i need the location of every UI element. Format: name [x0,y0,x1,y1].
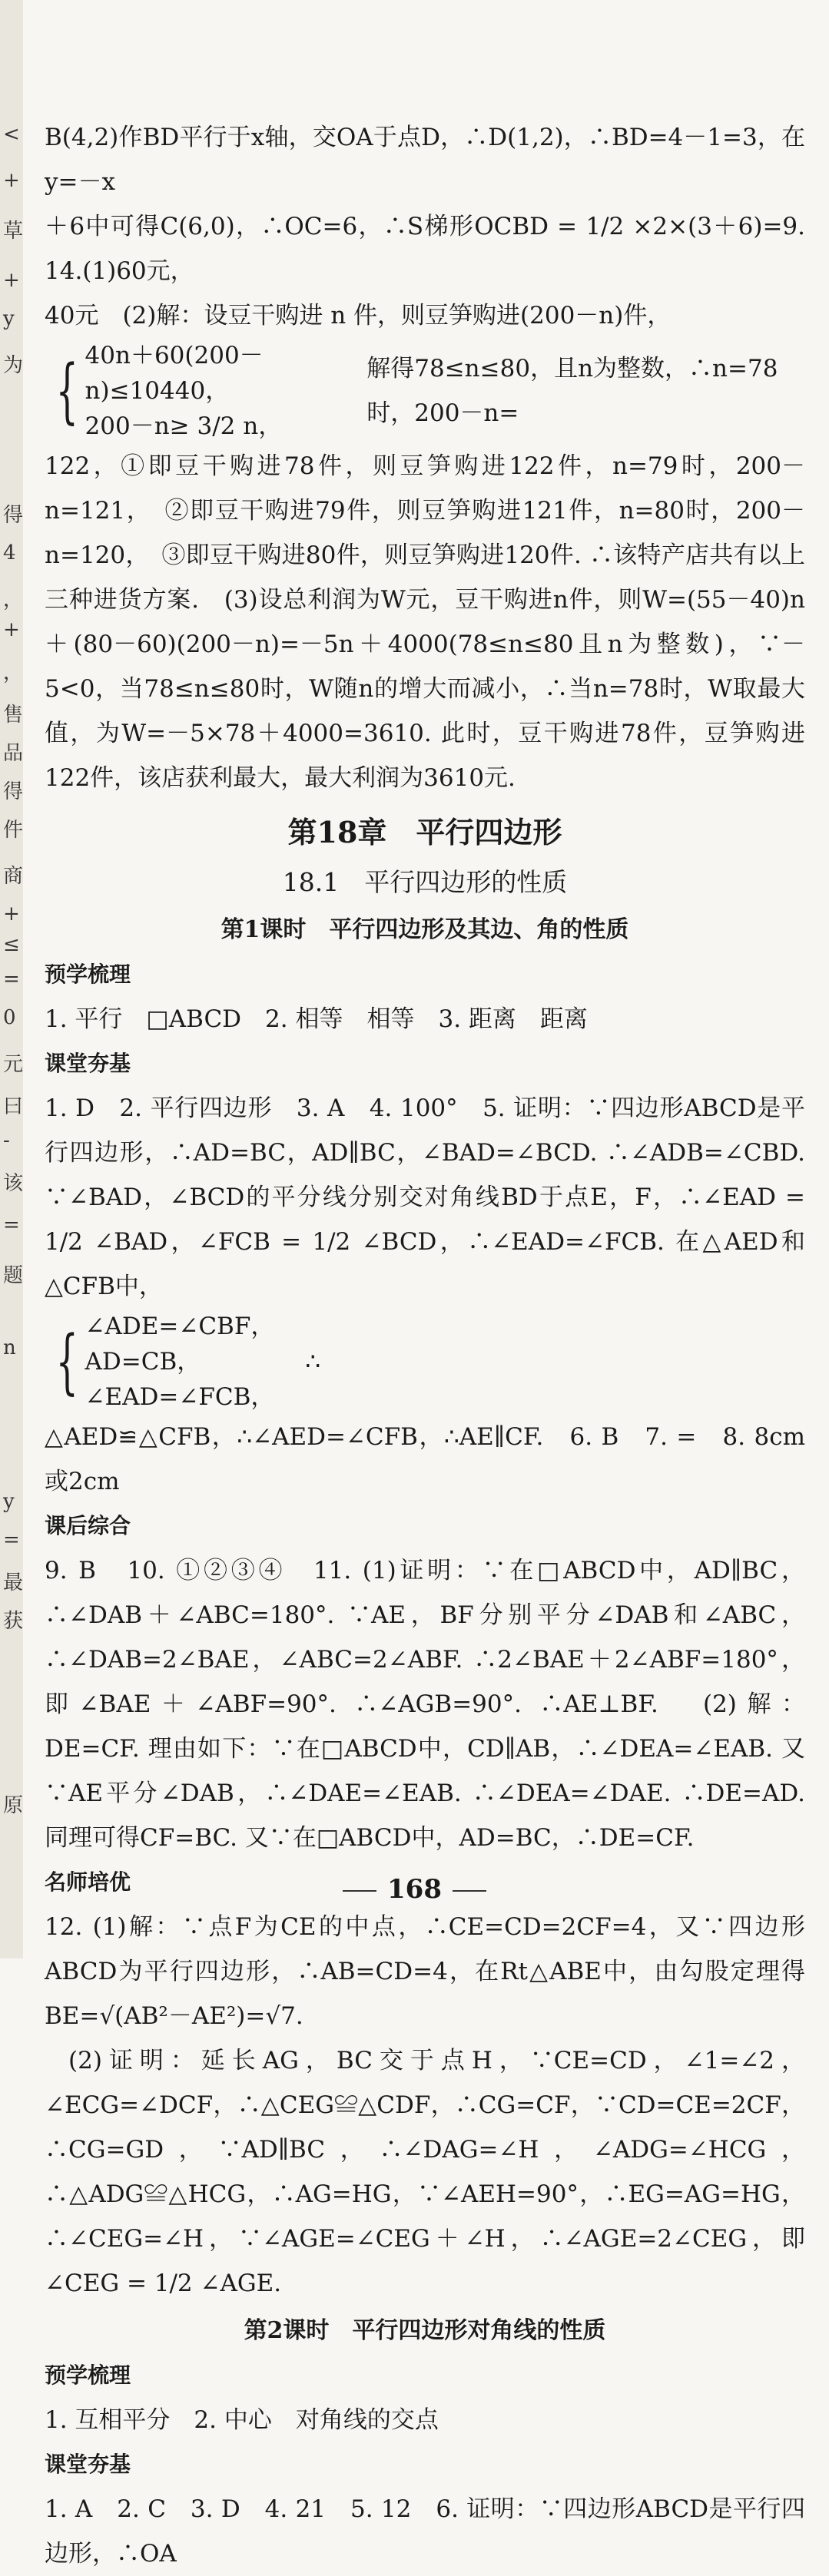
system-equation: ∠EAD=∠FCB， [85,1383,275,1411]
answer-line: 40元 (2)解：设豆干购进 n 件，则豆笋购进(200－n)件， [45,302,671,329]
section-heading: 课堂夯基 [45,2452,131,2477]
divider [343,1890,376,1892]
system-equation: 200－n≥ 3/2 n， [85,412,283,440]
margin-char: 为 [3,354,24,377]
section-heading: 课后综合 [45,1513,131,1538]
system-result: ∴ [305,1348,321,1376]
brace-icon: { [55,1320,78,1402]
section-heading: 预学梳理 [45,962,131,987]
chapter-title: 第18章 平行四边形 [287,815,562,849]
margin-char: + [3,269,20,292]
margin-char: 得 [3,780,24,803]
margin-char: + [3,902,20,925]
margin-char: = [3,968,20,991]
lesson-title: 第1课时 平行四边形及其边、角的性质 [221,916,629,943]
section-heading: 预学梳理 [45,2362,131,2388]
margin-char: < [3,123,20,146]
margin-char: 草 [3,220,24,243]
margin-char: 元 [3,1053,24,1076]
congruence-system [45,1309,805,1415]
margin-char: 商 [3,865,24,888]
margin-char: ， [3,588,24,611]
answer-paragraph: (2)证明：延长AG，BC交于点H，∵CE=CD，∠1=∠2，∠ECG=∠DCF，∴△CEG≌△CDF，∴CG=CF，∵CD=CE=2CF，∴CG=GD，∵AD∥BC，∴∠DAG=∠H，∠ADG=∠HCG，∴△ADG≌△HCG，∴AG=HG，∵∠AEH=90°，∴EG=AG=HG，∴∠CEG=∠H，∵∠AGE=∠CEG＋∠H，∴∠AGE=2∠CEG，即∠CEG = 1/2 ∠AGE. [45,2047,806,2297]
margin-char: + [3,618,20,641]
margin-char: 得 [3,504,24,527]
margin-char: = [3,1214,20,1237]
answer-line: B(4,2)作BD平行于x轴，交OA于点D，∴D(1,2)，∴BD=4－1=3，在y=－x [45,124,805,196]
answer-paragraph: 1. 平行 □ABCD 2. 相等 相等 3. 距离 距离 [45,1005,588,1033]
margin-char: 0 [3,1006,16,1029]
inequality-system [45,338,805,444]
answer-paragraph: △AED≌△CFB，∴∠AED=∠CFB，∴AE∥CF. 6. B 7. = 8. 8cm或2cm [45,1423,805,1495]
margin-char: = [3,1528,20,1551]
margin-char: 获 [3,1610,24,1633]
answer-paragraph: 1. A 2. C 3. D 4. 21 5. 12 6. 证明：∵四边形ABCD是平行四边形，∴OA [45,2495,805,2568]
answer-paragraph: 1. D 2. 平行四边形 3. A 4. 100° 5. 证明：∵四边形ABCD是平行四边形，∴AD=BC，AD∥BC，∠BAD=∠BCD. ∴∠ADB=∠CBD. ∵∠BAD，∠BCD的平分线分别交对角线BD于点E，F，∴∠EAD = 1/2 ∠BAD，∠FCB = 1/2 ∠BCD，∴∠EAD=∠FCB. 在△AED和△CFB中， [45,1094,805,1300]
answer-page [45,115,829,2576]
answer-paragraph: 12. (1)解：∵点F为CE的中点，∴CE=CD=2CF=4，又∵四边形ABCD为平行四边形，∴AB=CD=4，在Rt△ABE中，由勾股定理得BE=√(AB²－AE²)=√7. [45,1913,805,2030]
brace-icon: { [55,349,78,432]
margin-char: 品 [3,742,24,765]
system-equation: 40n＋60(200－n)≤10440， [85,342,264,405]
system-equation: AD=CB， [85,1348,201,1376]
margin-char: y [3,1490,15,1513]
system-result: 解得78≤n≤80，且n为整数，∴n=78时，200－n= [366,355,778,427]
answer-paragraph: 122，①即豆干购进78件，则豆笋购进122件，n=79时，200－n=121， ②即豆干购进79件，则豆笋购进121件，n=80时，200－n=120， ③即豆干购进80件，则豆笋购进120件. ∴该特产店共有以上三种进货方案. (3)设总利润为W元，豆干购进n件，则W=(55－40)n＋(80－60)(200－n)=－5n＋4000(78≤n≤80且n为整数)，∵－5<0，当78≤n≤80时，W随n的增大而减小，∴当n=78时，W取最大值，为W=－5×78＋4000=3610. 此时，豆干购进78件，豆笋购进122件，该店获利最大，最大利润为3610元. [45,452,805,792]
answer-paragraph: 9. B 10. ①②③④ 11. (1)证明：∵在□ABCD中，AD∥BC，∴∠DAB＋∠ABC=180°. ∵AE，BF分别平分∠DAB和∠ABC，∴∠DAB=2∠BAE，∠ABC=2∠ABF. ∴2∠BAE＋2∠ABF=180°，即∠BAE＋∠ABF=90°. ∴∠AGB=90°. ∴AE⊥BF. (2)解：DE=CF. 理由如下：∵在□ABCD中，CD∥AB，∴∠DEA=∠EAB. 又∵AE平分∠DAB，∴∠DAE=∠EAB. ∴∠DEA=∠DAE. ∴DE=AD. 同理可得CF=BC. 又∵在□ABCD中，AD=BC，∴DE=CF. [45,1557,805,1852]
margin-char: + [3,169,20,192]
margin-char: 4 [3,541,16,565]
divider [453,1890,486,1892]
page-number: 168 [0,1874,829,1905]
section-title: 18.1 平行四边形的性质 [282,867,568,897]
answer-paragraph: 1. 互相平分 2. 中心 对角线的交点 [45,2406,439,2434]
section-heading: 名师培优 [45,1869,131,1895]
margin-char: 最 [3,1571,24,1594]
margin-char: 原 [3,1794,24,1817]
margin-char: 件 [3,819,24,842]
system-equation: ∠ADE=∠CBF， [85,1313,275,1340]
section-heading: 课堂夯基 [45,1051,131,1076]
margin-char: n [3,1336,16,1359]
margin-char: ≤ [3,933,20,956]
margin-char: 题 [3,1264,24,1287]
lesson-title: 第2课时 平行四边形对角线的性质 [244,2317,606,2344]
margin-char: y [3,307,15,330]
margin-char: 该 [3,1172,24,1195]
margin-char: 售 [3,704,24,727]
answer-line: ＋6中可得C(6,0)，∴OC=6，∴S梯形OCBD = 1/2 ×2×(3＋6)=9. 14.(1)60元， [45,213,829,285]
margin-char: 曰 [3,1095,24,1118]
margin-char: ， [3,661,24,684]
margin-char: - [3,1129,10,1152]
